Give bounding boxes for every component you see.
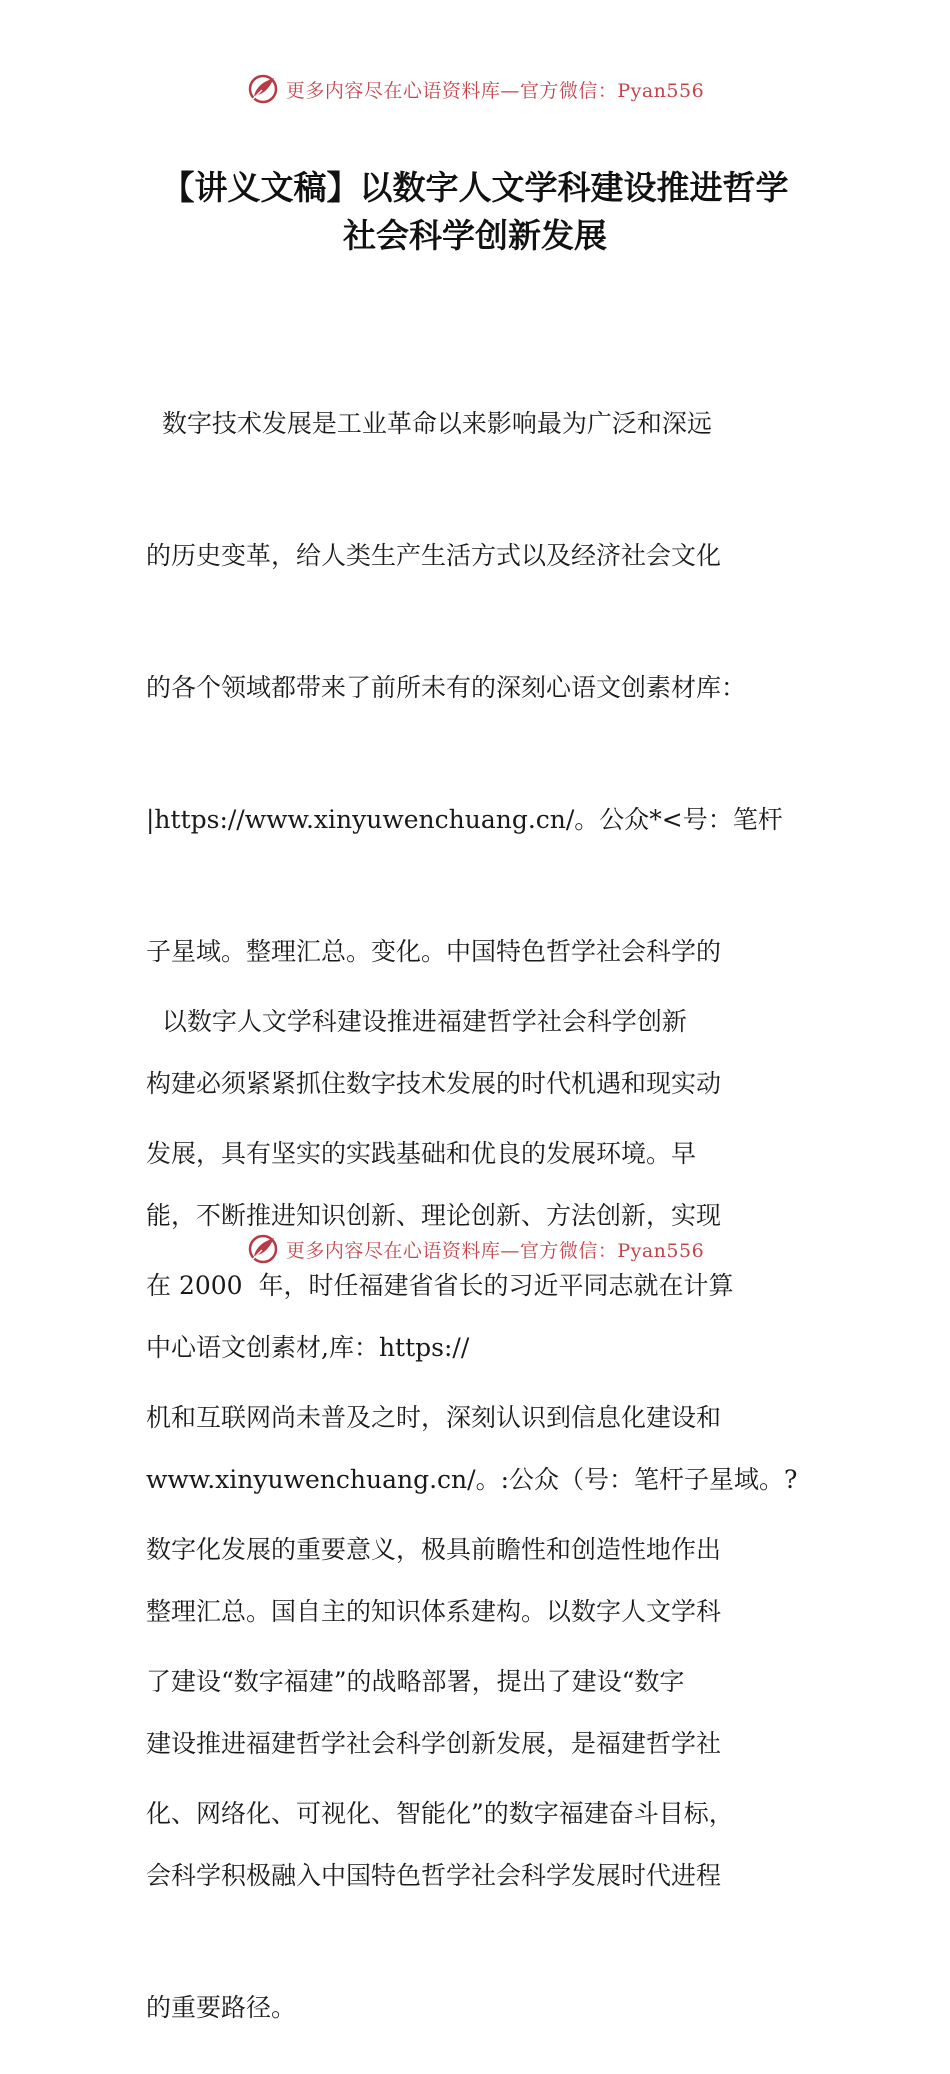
- title-line: 【讲义文稿】以数字人文学科建设推进哲学: [161, 168, 789, 207]
- leaf-swirl-logo-icon: [246, 72, 280, 106]
- text-line: 数字化发展的重要意义，极具前瞻性和创造性地作出: [146, 1535, 722, 1564]
- text-line: 构建必须紧紧抓住数字技术发展的时代机遇和现实动: [146, 1069, 722, 1098]
- text-line: 的重要路径。: [146, 1993, 297, 2022]
- text-line: 了建设“数字福建”的战略部署，提出了建设“数字: [146, 1667, 685, 1696]
- text-line: 数字技术发展是工业革命以来影响最为广泛和深远: [146, 409, 712, 438]
- text-line: 以数字人文学科建设推进福建哲学社会科学创新: [146, 1007, 687, 1036]
- text-line: 会科学积极融入中国特色哲学社会科学发展时代进程: [146, 1861, 722, 1890]
- leaf-swirl-logo-icon: [246, 1232, 280, 1266]
- text-line: 的历史变革，给人类生产生活方式以及经济社会文化: [146, 541, 722, 570]
- text-line: |https://www.xinyuwenchuang.cn/。公众*<号：笔杆: [146, 805, 783, 834]
- text-line: 建设推进福建哲学社会科学创新发展，是福建哲学社: [146, 1729, 722, 1758]
- header-banner-text: 更多内容尽在心语资料库—官方微信：Pyan556: [285, 79, 705, 102]
- text-line: 中心语文创素材,库：https://: [146, 1333, 470, 1362]
- text-line: 整理汇总。国自主的知识体系建构。以数字人文学科: [146, 1597, 722, 1626]
- text-line: 机和互联网尚未普及之时，深刻认识到信息化建设和: [146, 1403, 722, 1432]
- paragraph-2: [146, 912, 734, 1880]
- text-line: 在 2000 年，时任福建省省长的习近平同志就在计算: [146, 1271, 734, 1300]
- footer-banner-text: 更多内容尽在心语资料库—官方微信：Pyan556: [285, 1239, 705, 1262]
- text-line: 发展，具有坚实的实践基础和优良的发展环境。早: [146, 1139, 697, 1168]
- text-line: 能，不断推进知识创新、理论创新、方法创新，实现: [146, 1201, 722, 1230]
- text-line: 化、网络化、可视化、智能化”的数字福建奋斗目标，: [146, 1799, 734, 1828]
- title-line: 社会科学创新发展: [343, 216, 607, 255]
- document-title: [95, 164, 855, 260]
- footer-banner: [0, 1232, 950, 1272]
- text-line: www.xinyuwenchuang.cn/。:公众（号：笔杆子星域。?: [146, 1465, 798, 1494]
- header-banner: [0, 72, 950, 112]
- text-line: 的各个领域都带来了前所未有的深刻心语文创素材库：: [146, 673, 747, 702]
- text-line: 子星域。整理汇总。变化。中国特色哲学社会科学的: [146, 937, 722, 966]
